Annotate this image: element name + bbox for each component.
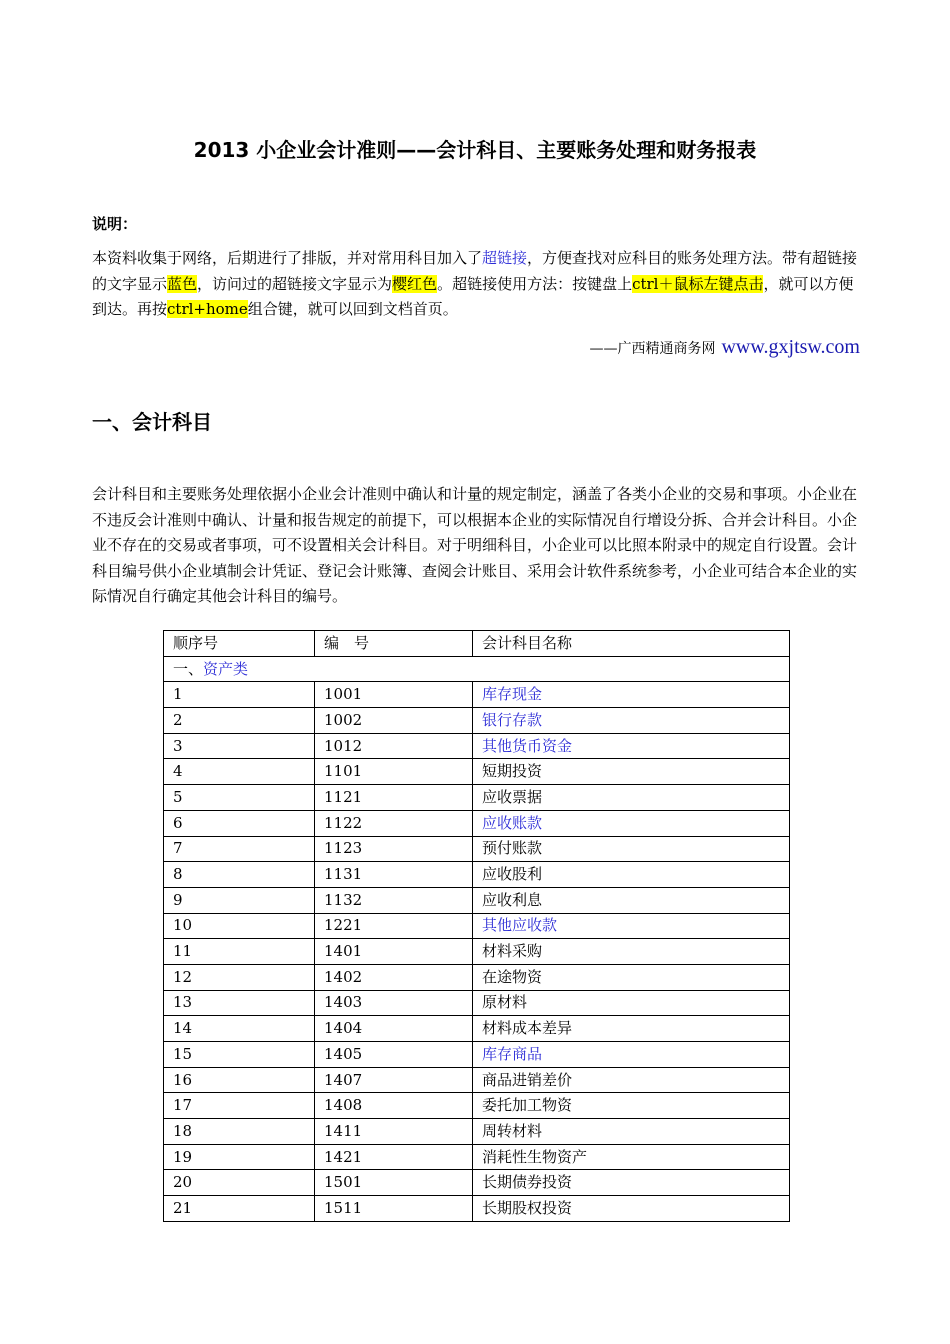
seq-cell: 10 [164, 913, 315, 939]
account-name-cell: 短期投资 [473, 759, 790, 785]
category-cell [164, 656, 790, 682]
account-name-cell: 周转材料 [473, 1119, 790, 1145]
account-name-cell: 材料采购 [473, 939, 790, 965]
table-row [164, 964, 790, 990]
account-name-cell: 长期债券投资 [473, 1170, 790, 1196]
header-seq: 顺序号 [164, 631, 315, 657]
seq-cell: 11 [164, 939, 315, 965]
code-cell: 1121 [315, 785, 473, 811]
code-cell: 1131 [315, 862, 473, 888]
account-name-cell: 委托加工物资 [473, 1093, 790, 1119]
code-cell: 1408 [315, 1093, 473, 1119]
code-cell: 1123 [315, 836, 473, 862]
seq-cell: 1 [164, 682, 315, 708]
code-cell: 1001 [315, 682, 473, 708]
seq-cell: 2 [164, 708, 315, 734]
account-name-cell: 原材料 [473, 990, 790, 1016]
table-row [164, 759, 790, 785]
table-row [164, 1067, 790, 1093]
header-name: 会计科目名称 [473, 631, 790, 657]
code-cell: 1401 [315, 939, 473, 965]
seq-cell: 14 [164, 1016, 315, 1042]
category-prefix: 一、 [173, 659, 204, 678]
account-name-cell[interactable]: 应收账款 [473, 810, 790, 836]
code-cell: 1012 [315, 733, 473, 759]
table-row [164, 836, 790, 862]
seq-cell: 4 [164, 759, 315, 785]
code-cell: 1405 [315, 1042, 473, 1068]
note-text: ，就可以方便到达。再按 [92, 274, 854, 318]
table-row [164, 1093, 790, 1119]
seq-cell: 21 [164, 1196, 315, 1222]
table-row [164, 913, 790, 939]
table-row [164, 1119, 790, 1145]
table-row [164, 862, 790, 888]
code-cell: 1404 [315, 1016, 473, 1042]
signature-source: ——广西精通商务网 [589, 341, 716, 357]
account-name-cell: 商品进销差价 [473, 1067, 790, 1093]
document-title: 2013 小企业会计准则——会计科目、主要账务处理和财务报表 [193, 138, 757, 162]
note-text: 本资料收集于网络，后期进行了排版，并对常用科目加入了 [92, 249, 483, 267]
code-cell: 1407 [315, 1067, 473, 1093]
code-cell: 1132 [315, 887, 473, 913]
table-row [164, 785, 790, 811]
account-name-cell[interactable]: 其他货币资金 [473, 733, 790, 759]
signature [589, 336, 860, 359]
account-name-cell[interactable]: 银行存款 [473, 708, 790, 734]
seq-cell: 6 [164, 810, 315, 836]
table-row [164, 1042, 790, 1068]
account-name-cell: 在途物资 [473, 964, 790, 990]
category-link[interactable]: 资产类 [203, 659, 249, 678]
account-name-cell: 应收票据 [473, 785, 790, 811]
seq-cell: 16 [164, 1067, 315, 1093]
account-name-cell: 应收利息 [473, 887, 790, 913]
account-name-cell: 长期股权投资 [473, 1196, 790, 1222]
highlight-pink-word: 樱红色 [392, 274, 438, 293]
note-label: 说明： [92, 215, 138, 233]
code-cell: 1501 [315, 1170, 473, 1196]
code-cell: 1403 [315, 990, 473, 1016]
table-row [164, 682, 790, 708]
table-row [164, 939, 790, 965]
account-name-cell[interactable]: 库存商品 [473, 1042, 790, 1068]
note-text: ，方便查找对应科目的账务处理方法。带有超链接的文字显示 [92, 249, 858, 293]
table-row [164, 1170, 790, 1196]
highlight-home-key: ctrl+home [167, 300, 248, 318]
account-name-cell: 材料成本差异 [473, 1016, 790, 1042]
header-code: 编 号 [315, 631, 473, 657]
table-row [164, 1016, 790, 1042]
seq-cell: 19 [164, 1144, 315, 1170]
table-row [164, 708, 790, 734]
code-cell: 1122 [315, 810, 473, 836]
table-row [164, 1144, 790, 1170]
intro-paragraph: 会计科目和主要账务处理依据小企业会计准则中确认和计量的规定制定，涵盖了各类小企业的交易和事项。小企业在不违反会计准则中确认、计量和报告规定的前提下，可以根据本企业的实际情况自行增设分拆、合并会计科目。小企业不存在的交易或者事项，可不设置相关会计科目。对于明细科目，小企业可以比照本附录中的规定自行设置。会计科目编号供小企业填制会计凭证、登记会计账簿、查阅会计账目、采用会计软件系统参考，小企业可结合本企业的实际情况自行确定其他会计科目的编号。 [92, 485, 858, 605]
code-cell: 1101 [315, 759, 473, 785]
hyperlink-word[interactable]: 超链接 [482, 249, 528, 267]
seq-cell: 7 [164, 836, 315, 862]
table-row [164, 1196, 790, 1222]
seq-cell: 9 [164, 887, 315, 913]
seq-cell: 13 [164, 990, 315, 1016]
seq-cell: 12 [164, 964, 315, 990]
account-name-cell[interactable]: 其他应收款 [473, 913, 790, 939]
seq-cell: 20 [164, 1170, 315, 1196]
table-row [164, 733, 790, 759]
code-cell: 1402 [315, 964, 473, 990]
code-cell: 1511 [315, 1196, 473, 1222]
highlight-blue-word: 蓝色 [167, 274, 198, 293]
section-heading: 一、会计科目 [92, 410, 212, 434]
seq-cell: 17 [164, 1093, 315, 1119]
note-text: 。超链接使用方法：按键盘上 [437, 274, 633, 293]
seq-cell: 15 [164, 1042, 315, 1068]
code-cell: 1221 [315, 913, 473, 939]
category-row [164, 656, 790, 682]
seq-cell: 18 [164, 1119, 315, 1145]
seq-cell: 5 [164, 785, 315, 811]
code-cell: 1421 [315, 1144, 473, 1170]
highlight-key-combo: ctrl＋鼠标左键点击 [632, 274, 764, 293]
table-header-row [164, 631, 790, 657]
note-text: 组合键，就可以回到文档首页。 [247, 300, 458, 318]
code-cell: 1411 [315, 1119, 473, 1145]
table-row [164, 887, 790, 913]
seq-cell: 8 [164, 862, 315, 888]
table-row [164, 990, 790, 1016]
website-link[interactable]: www.gxjtsw.com [721, 336, 860, 358]
account-name-cell: 预付账款 [473, 836, 790, 862]
note-paragraph [92, 246, 862, 323]
note-text: ，访问过的超链接文字显示为 [197, 274, 393, 293]
account-name-cell: 应收股利 [473, 862, 790, 888]
code-cell: 1002 [315, 708, 473, 734]
seq-cell: 3 [164, 733, 315, 759]
accounts-table [163, 630, 790, 1222]
account-name-cell: 消耗性生物资产 [473, 1144, 790, 1170]
account-name-cell[interactable]: 库存现金 [473, 682, 790, 708]
table-row [164, 810, 790, 836]
